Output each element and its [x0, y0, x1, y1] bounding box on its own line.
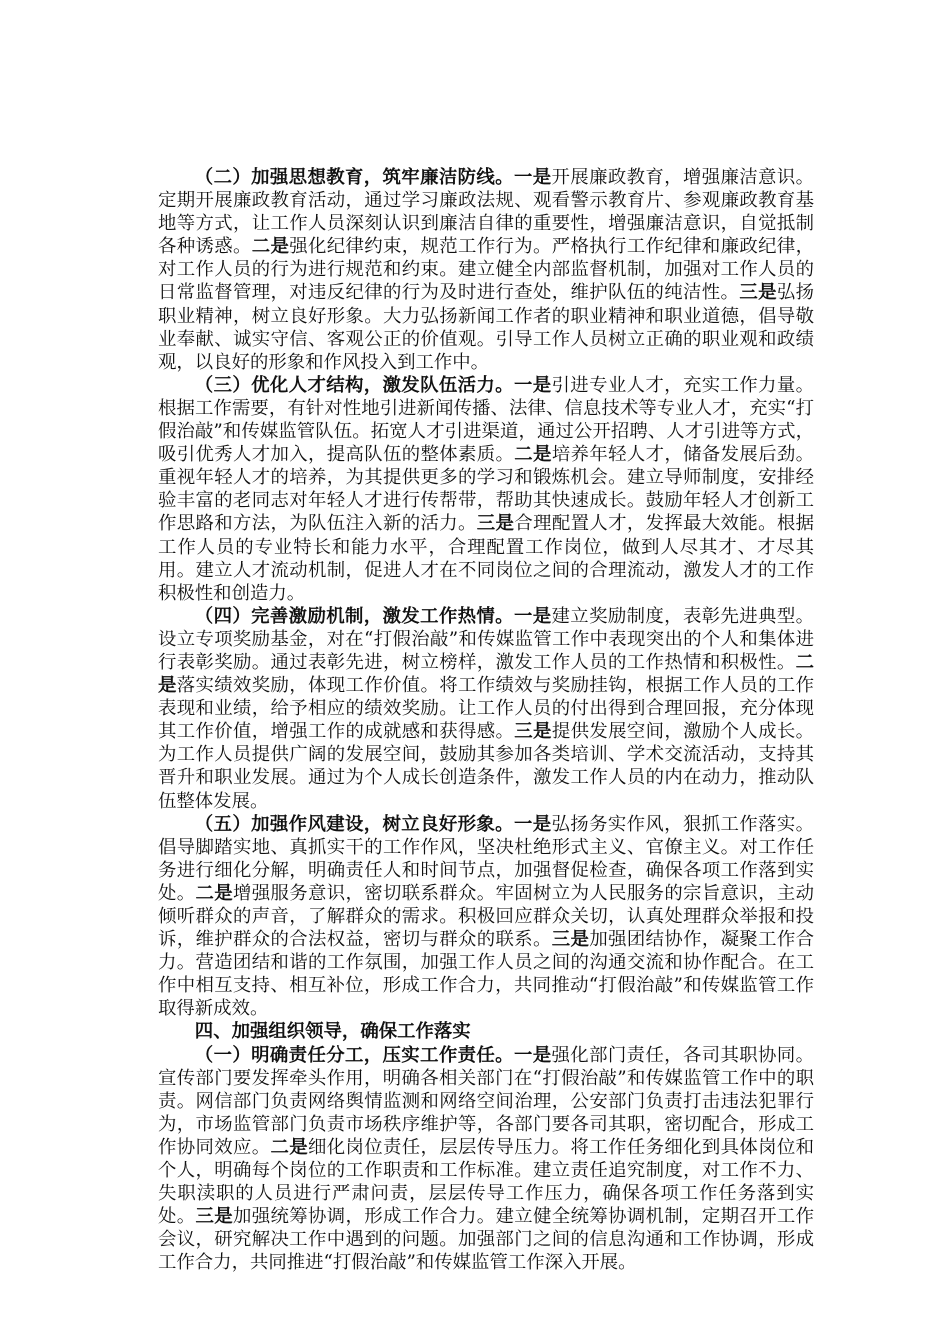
paragraph-text: 加强统筹协调，形成工作合力。建立健全统筹协调机制，定期召开工作会议，研究解决工作中遇到的问题。加强部门之间的信息沟通和工作协调，形成工作合力，共同推进“打假治敲”和传媒监管工作深入开展。: [158, 1206, 814, 1274]
section-heading: [158, 1020, 814, 1043]
bold-text: （五）加强作风建设，树立良好形象。: [194, 813, 514, 835]
bold-text: 一是: [513, 1044, 552, 1066]
bold-text: 二是: [270, 1136, 309, 1158]
body-paragraph: [158, 1044, 814, 1275]
body-paragraph: [158, 813, 814, 1021]
bold-text: 一是: [513, 374, 552, 396]
paragraph-text: 培养年轻人才，储备发展后劲。重视年轻人才的培养，为其提供更多的学习和锻炼机会。建立导师制度，安排经验丰富的老同志对年轻人才进行传帮带，帮助其快速成长。鼓励年轻人才创新工作思路和方法，为队伍注入新的活力。: [158, 444, 814, 535]
bold-text: 四、加强组织领导，确保工作落实: [194, 1021, 471, 1043]
bold-text: 三是: [551, 929, 590, 951]
bold-text: 一是: [513, 167, 552, 188]
body-paragraph: [158, 605, 814, 813]
bold-text: （二）加强思想教育，筑牢廉洁防线。: [194, 167, 514, 188]
paragraph-text: 细化岗位责任，层层传导压力。将工作任务细化到具体岗位和个人，明确每个岗位的工作职责和工作标准。建立责任追究制度，对工作不力、失职渎职的人员进行严肃问责，层层传导工作压力，确保各项工作任务落到实处。: [158, 1136, 814, 1228]
bold-text: 三是: [739, 282, 777, 304]
bold-text: 一是: [513, 813, 552, 835]
bold-text: 三是: [195, 1206, 234, 1228]
document-body: [158, 166, 814, 1275]
paragraph-text: 加强团结协作，凝聚工作合力。营造团结和谐的工作氛围，加强工作人员之间的沟通交流和协作配合。在工作中相互支持、相互补位，形成工作合力，共同推动“打假治敲”和传媒监管工作取得新成效。: [158, 929, 814, 1020]
bold-text: 二是: [158, 651, 814, 697]
paragraph-text: 合理配置人才，发挥最大效能。根据工作人员的专业特长和能力水平，合理配置工作岗位，做到人尽其才、才尽其用。建立人才流动机制，促进人才在不同岗位之间的合理流动，激发人才的工作积极性和创造力。: [158, 513, 814, 604]
paragraph-text: 强化部门责任，各司其职协同。宣传部门要发挥牵头作用，明确各相关部门在“打假治敲”和传媒监管工作中的职责。网信部门负责网络舆情监测和网络空间治理，公安部门负责打击违法犯罪行为，市场监管部门负责市场秩序维护等，各部门要各司其职，密切配合，形成工作协同效应。: [158, 1044, 814, 1158]
paragraph-text: 弘扬务实作风，狠抓工作落实。倡导脚踏实地、真抓实干的工作作风，坚决杜绝形式主义、官僚主义。对工作任务进行细化分解，明确责任人和时间节点，加强督促检查，确保各项工作落到实处。: [158, 813, 814, 904]
paragraph-text: 建立奖励制度，表彰先进典型。设立专项奖励基金，对在“打假治敲”和传媒监管工作中表现突出的个人和集体进行表彰奖励。通过表彰先进，树立榜样，激发工作人员的工作热情和积极性。: [158, 605, 814, 673]
bold-text: 二是: [514, 444, 552, 466]
bold-text: 二是: [251, 236, 290, 258]
bold-text: 二是: [195, 882, 234, 904]
paragraph-text: 提供发展空间，激励个人成长。为工作人员提供广阔的发展空间，鼓励其参加各类培训、学术交流活动，支持其晋升和职业发展。通过为个人成长创造条件，激发工作人员的内在动力，推动队伍整体发展。: [158, 721, 814, 812]
paragraph-text: 强化纪律约束，规范工作行为。严格执行工作纪律和廉政纪律，对工作人员的行为进行规范和约束。建立健全内部监督机制，加强对工作人员的日常监督管理，对违反纪律的行为及时进行查处，维护队伍的纯洁性。: [158, 236, 814, 304]
bold-text: 一是: [513, 605, 552, 627]
bold-text: （四）完善激励机制，激发工作热情。: [194, 605, 514, 627]
bold-text: 三是: [476, 513, 515, 535]
paragraph-text: 开展廉政教育，增强廉洁意识。定期开展廉政教育活动，通过学习廉政法规、观看警示教育片、参观廉政教育基地等方式，让工作人员深刻认识到廉洁自律的重要性，增强廉洁意识，自觉抵制各种诱惑。: [158, 167, 814, 258]
body-paragraph: [158, 166, 814, 374]
body-paragraph: [158, 374, 814, 605]
bold-text: （一）明确责任分工，压实工作责任。: [194, 1044, 514, 1066]
paragraph-text: 弘扬职业精神，树立良好形象。大力弘扬新闻工作者的职业精神和职业道德，倡导敬业奉献、诚实守信、客观公正的价值观。引导工作人员树立正确的职业观和政绩观，以良好的形象和作风投入到工作中。: [158, 282, 814, 373]
paragraph-text: 增强服务意识，密切联系群众。牢固树立为人民服务的宗旨意识，主动倾听群众的声音，了解群众的需求。积极回应群众关切，认真处理群众举报和投诉，维护群众的合法权益，密切与群众的联系。: [158, 882, 814, 951]
paragraph-text: 引进专业人才，充实工作力量。根据工作需要，有针对性地引进新闻传播、法律、信息技术等专业人才，充实“打假治敲”和传媒监管队伍。拓宽人才引进渠道，通过公开招聘、人才引进等方式，吸引优秀人才加入，提高队伍的整体素质。: [158, 374, 814, 466]
bold-text: 三是: [514, 721, 552, 743]
bold-text: （三）优化人才结构，激发队伍活力。: [194, 374, 514, 396]
paragraph-text: 落实绩效奖励，体现工作价值。将工作绩效与奖励挂钩，根据工作人员的工作表现和业绩，给予相应的绩效奖励。让工作人员的付出得到合理回报，充分体现其工作价值，增强工作的成就感和获得感。: [158, 675, 814, 743]
